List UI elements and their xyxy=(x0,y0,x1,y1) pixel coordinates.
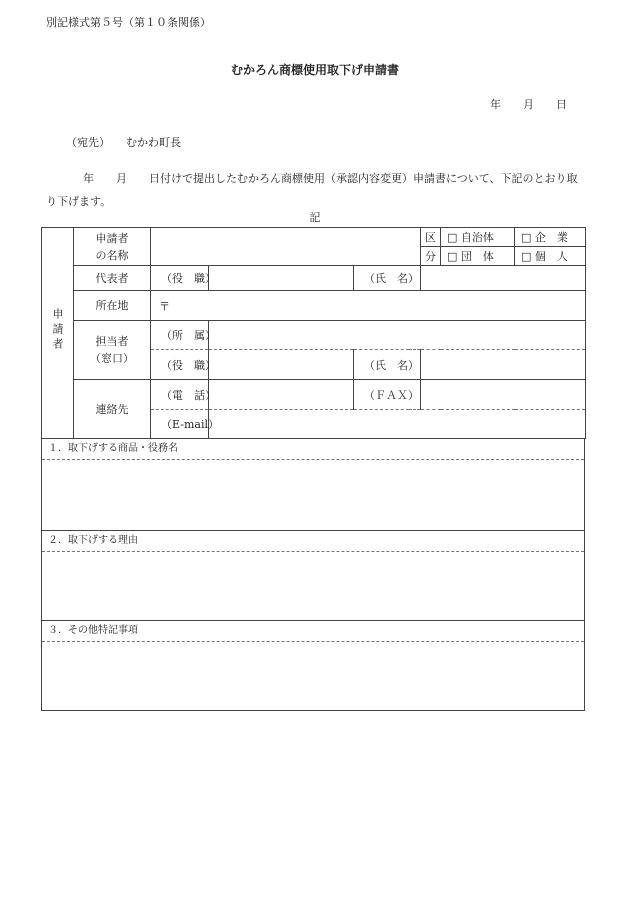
representative-post-label: （役 職） xyxy=(151,266,209,291)
representative-label: 代表者 xyxy=(74,266,151,291)
representative-name-field[interactable] xyxy=(421,266,586,291)
contact-name-field[interactable] xyxy=(421,350,586,380)
phone-label: （電 話） xyxy=(151,380,209,410)
applicant-group-label: 申請者 xyxy=(42,228,74,439)
section-products xyxy=(41,438,585,531)
affiliation-label: （所 属） xyxy=(151,321,209,350)
contact-post-field[interactable] xyxy=(209,350,354,380)
date-year: 年 xyxy=(490,98,501,111)
section-reason xyxy=(41,530,585,621)
form-number: 別記様式第５号（第１０条関係） xyxy=(46,16,211,29)
category-organization[interactable]: □ 団 体 xyxy=(441,247,515,266)
email-field[interactable] xyxy=(209,410,586,439)
document-title: むかろん商標使用取下げ申請書 xyxy=(230,63,399,77)
section-products-label: １．取下げする商品・役務名 xyxy=(42,438,584,460)
representative-post-field[interactable] xyxy=(209,266,354,291)
contact-person-label: 担当者 （窓口） xyxy=(74,321,151,380)
address-field[interactable] xyxy=(151,291,586,321)
ki-heading: 記 xyxy=(309,211,321,224)
date-line xyxy=(490,96,589,112)
date-day: 日 xyxy=(556,98,567,111)
contact-label: 連絡先 xyxy=(74,380,151,439)
fax-label: （ＦＡＸ） xyxy=(354,380,421,410)
contact-post-label: （役 職） xyxy=(151,350,209,380)
category-municipality[interactable]: □ 自治体 xyxy=(441,228,515,247)
email-label: （E-mail） xyxy=(151,410,209,439)
body-text: 年 月 日付けで提出したむかろん商標使用（承認内容変更）申請書について、下記のとおり取り下げます。 xyxy=(46,172,578,208)
fax-field[interactable] xyxy=(421,380,586,410)
category-individual[interactable]: □ 個 人 xyxy=(515,247,586,266)
contact-name-label: （氏 名） xyxy=(354,350,421,380)
section-reason-field[interactable] xyxy=(42,552,584,620)
address-label: 所在地 xyxy=(74,291,151,321)
section-products-field[interactable] xyxy=(42,460,584,530)
applicant-table xyxy=(41,227,586,439)
category-company[interactable]: □ 企 業 xyxy=(515,228,586,247)
section-other xyxy=(41,620,585,711)
applicant-name-label: 申請者 の名称 xyxy=(74,228,151,266)
representative-name-label: （氏 名） xyxy=(354,266,421,291)
date-month: 月 xyxy=(523,98,534,111)
postal-mark: 〒 xyxy=(159,299,170,313)
applicant-name-field[interactable] xyxy=(151,228,421,266)
section-reason-label: ２．取下げする理由 xyxy=(42,530,584,552)
addressee xyxy=(66,134,181,150)
section-other-field[interactable] xyxy=(42,642,584,710)
addressee-name: むかわ町長 xyxy=(126,136,181,149)
category-label-1: 区 xyxy=(421,228,441,247)
section-other-label: ３．その他特記事項 xyxy=(42,620,584,642)
affiliation-field[interactable] xyxy=(209,321,586,350)
phone-field[interactable] xyxy=(209,380,354,410)
addressee-label: （宛先） xyxy=(66,136,110,149)
category-label-2: 分 xyxy=(421,247,441,266)
